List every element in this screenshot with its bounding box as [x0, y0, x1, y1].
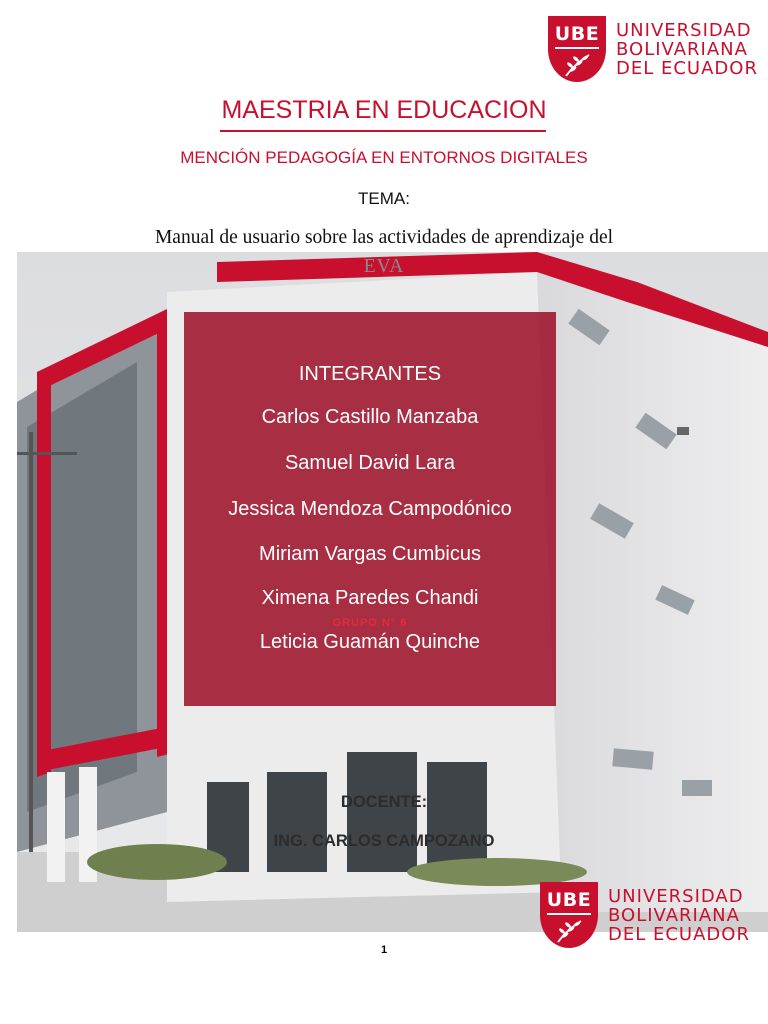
logo-name [608, 887, 750, 944]
logo-name-line: UNIVERSIDAD [608, 885, 744, 907]
group-number: GRUPO N° 6 [332, 617, 408, 629]
members-heading: INTEGRANTES [298, 363, 442, 385]
logo-name-line: BOLIVARIANA [616, 38, 748, 60]
university-logo-top [548, 16, 758, 82]
logo-name-line: DEL ECUADOR [616, 57, 758, 79]
university-logo-bottom [540, 882, 750, 948]
member-name: Miriam Vargas Cumbicus [259, 543, 481, 565]
logo-shield-icon [548, 16, 606, 82]
logo-shield-icon [540, 882, 598, 948]
page-number: 1 [380, 944, 388, 956]
member-name: Jessica Mendoza Campodónico [228, 498, 512, 520]
topic-text: Manual de usuario sobre las actividades de aprendizaje del [154, 227, 614, 248]
teacher-label: DOCENTE: [340, 793, 428, 811]
logo-name-line: BOLIVARIANA [608, 904, 740, 926]
member-name: Samuel David Lara [284, 452, 456, 474]
logo-name-line: DEL ECUADOR [608, 923, 750, 945]
member-name: Ximena Paredes Chandi [261, 587, 479, 609]
topic-label: TEMA: [358, 189, 410, 208]
logo-name [616, 21, 758, 78]
document-subtitle: MENCIÓN PEDAGOGÍA EN ENTORNOS DIGITALES [180, 148, 588, 167]
document-title: MAESTRIA EN EDUCACION [221, 96, 547, 124]
member-name: Carlos Castillo Manzaba [261, 406, 479, 428]
teacher-name: ING. CARLOS CAMPOZANO [273, 832, 495, 850]
logo-abbreviation: UBE [546, 889, 592, 911]
topic-text-continued: EVA [363, 256, 405, 277]
logo-name-line: UNIVERSIDAD [616, 19, 752, 41]
title-underline [220, 130, 546, 132]
member-name: Leticia Guamán Quinche [259, 631, 481, 653]
logo-abbreviation: UBE [554, 23, 600, 45]
